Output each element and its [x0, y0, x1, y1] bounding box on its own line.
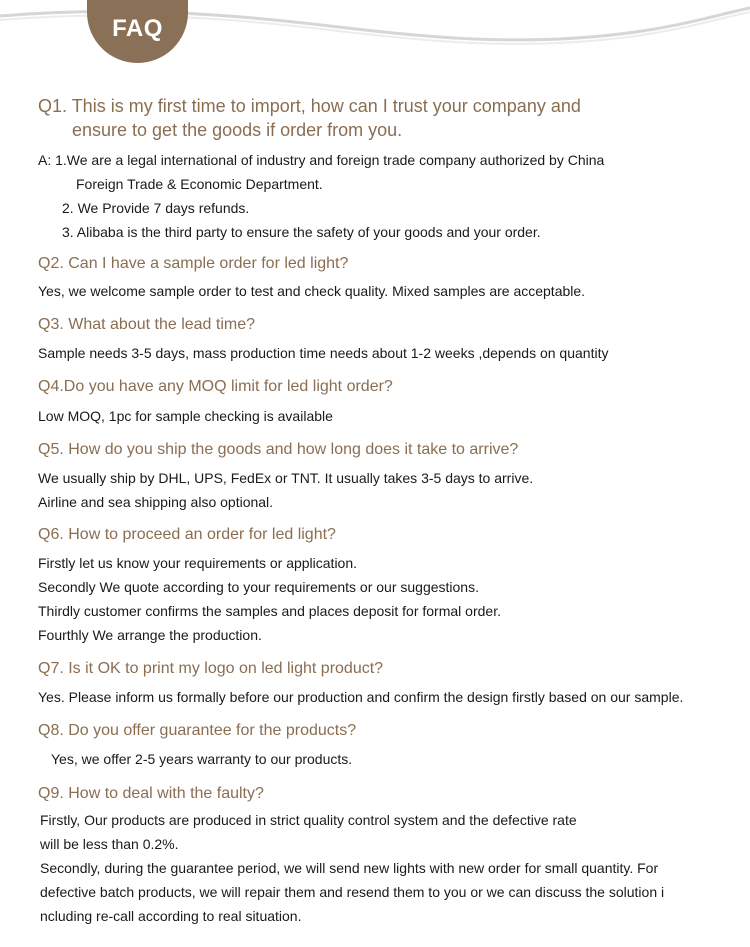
question-5: Q5. How do you ship the goods and how long does it take to arrive?	[38, 441, 519, 458]
answer-5-line-2: Airline and sea shipping also optional.	[38, 494, 274, 510]
answer-6-line-1: Firstly let us know your requirements or application.	[38, 555, 358, 571]
answer-6-line-2: Secondly We quote according to your requirements or our suggestions.	[38, 579, 479, 595]
answer-1-line-1: A: 1.We are a legal international of industry and foreign trade company authorized by China	[38, 152, 605, 168]
question-1-line-1: Q1. This is my first time to import, how can I trust your company and	[38, 96, 581, 116]
answer-9-line-4: defective batch products, we will repair them and resend them to you or we can discuss the solution i	[40, 884, 665, 900]
question-6: Q6. How to proceed an order for led light?	[38, 526, 336, 543]
answer-7-line-1: Yes. Please inform us formally before our production and confirm the design firstly based on our sample.	[38, 689, 684, 705]
page-title: FAQ	[112, 15, 163, 42]
answer-8-line-1: Yes, we offer 2-5 years warranty to our products.	[51, 751, 353, 767]
answer-2-line-1: Yes, we welcome sample order to test and check quality. Mixed samples are acceptable.	[38, 283, 586, 299]
answer-6-line-4: Fourthly We arrange the production.	[38, 627, 262, 643]
answer-1-line-4: 3. Alibaba is the third party to ensure the safety of your goods and your order.	[62, 224, 541, 240]
answer-9-line-5: ncluding re-call according to real situation.	[40, 908, 302, 924]
question-1-line-2: ensure to get the goods if order from you.	[72, 120, 403, 140]
question-2: Q2. Can I have a sample order for led light?	[38, 255, 349, 272]
question-8: Q8. Do you offer guarantee for the products?	[38, 722, 357, 739]
question-7: Q7. Is it OK to print my logo on led light product?	[38, 660, 384, 677]
answer-9-line-3: Secondly, during the guarantee period, we will send new lights with new order for small quantity. For	[40, 860, 659, 876]
answer-1-line-3: 2. We Provide 7 days refunds.	[62, 200, 250, 216]
answer-6-line-3: Thirdly customer confirms the samples and places deposit for formal order.	[38, 603, 501, 619]
question-4: Q4.Do you have any MOQ limit for led light order?	[38, 378, 393, 395]
answer-9-line-2: will be less than 0.2%.	[40, 836, 179, 852]
answer-3-line-1: Sample needs 3-5 days, mass production time needs about 1-2 weeks ,depends on quantity	[38, 345, 609, 361]
answer-9-line-1: Firstly, Our products are produced in strict quality control system and the defective rate	[40, 812, 577, 828]
question-9: Q9. How to deal with the faulty?	[38, 785, 264, 802]
answer-1-line-2: Foreign Trade & Economic Department.	[76, 176, 323, 192]
question-3: Q3. What about the lead time?	[38, 316, 256, 333]
answer-5-line-1: We usually ship by DHL, UPS, FedEx or TNT. It usually takes 3-5 days to arrive.	[38, 470, 534, 486]
answer-4-line-1: Low MOQ, 1pc for sample checking is available	[38, 408, 333, 424]
